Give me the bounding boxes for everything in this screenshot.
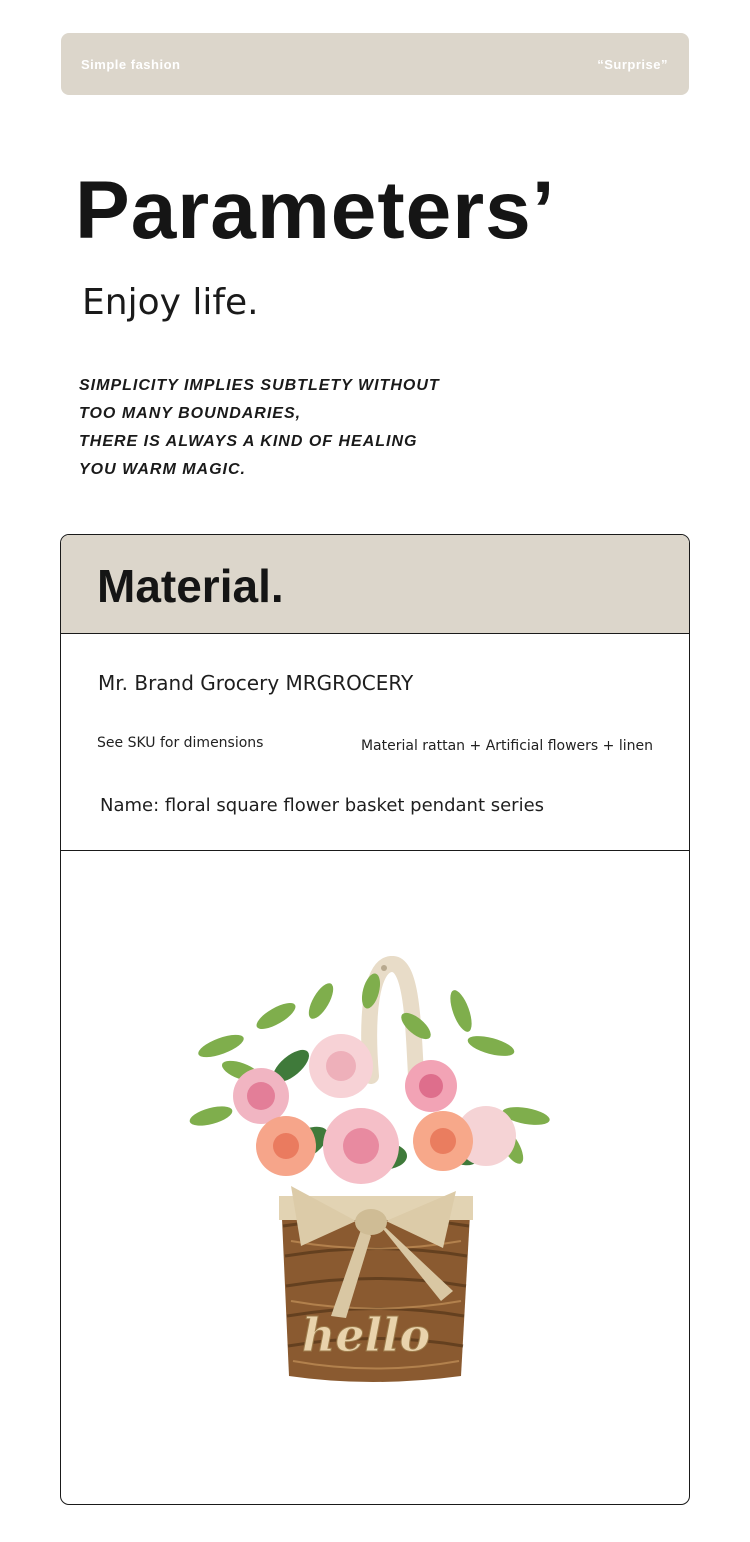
- slogan-line: THERE IS ALWAYS A KIND OF HEALING: [79, 433, 418, 450]
- banner-right-text: “Surprise”: [597, 57, 668, 72]
- material-card-header: [61, 535, 689, 634]
- product-name: Name: floral square flower basket pendant series: [100, 795, 545, 816]
- flower-basket-image: [181, 956, 561, 1396]
- size-note: See SKU for dimensions: [97, 735, 264, 751]
- top-banner: [61, 33, 689, 95]
- slogan-line: SIMPLICITY IMPLIES SUBTLETY WITHOUT: [79, 377, 440, 394]
- material-text: Material rattan + Artificial flowers + linen: [360, 738, 653, 754]
- material-title: Material.: [97, 560, 284, 612]
- brand-text: Mr. Brand Grocery MRGROCERY: [98, 671, 414, 695]
- material-card: [60, 534, 690, 1505]
- material-info: [61, 634, 689, 851]
- product-image-area: [61, 851, 689, 1503]
- basket-sign-text: hello: [301, 1308, 431, 1362]
- slogan-block: [79, 372, 440, 484]
- slogan-line: YOU WARM MAGIC.: [79, 461, 246, 478]
- page-title: Parameters’: [75, 165, 556, 256]
- page-subtitle: Enjoy life.: [82, 282, 259, 323]
- slogan-line: TOO MANY BOUNDARIES,: [79, 405, 302, 422]
- banner-left-text: Simple fashion: [81, 57, 181, 72]
